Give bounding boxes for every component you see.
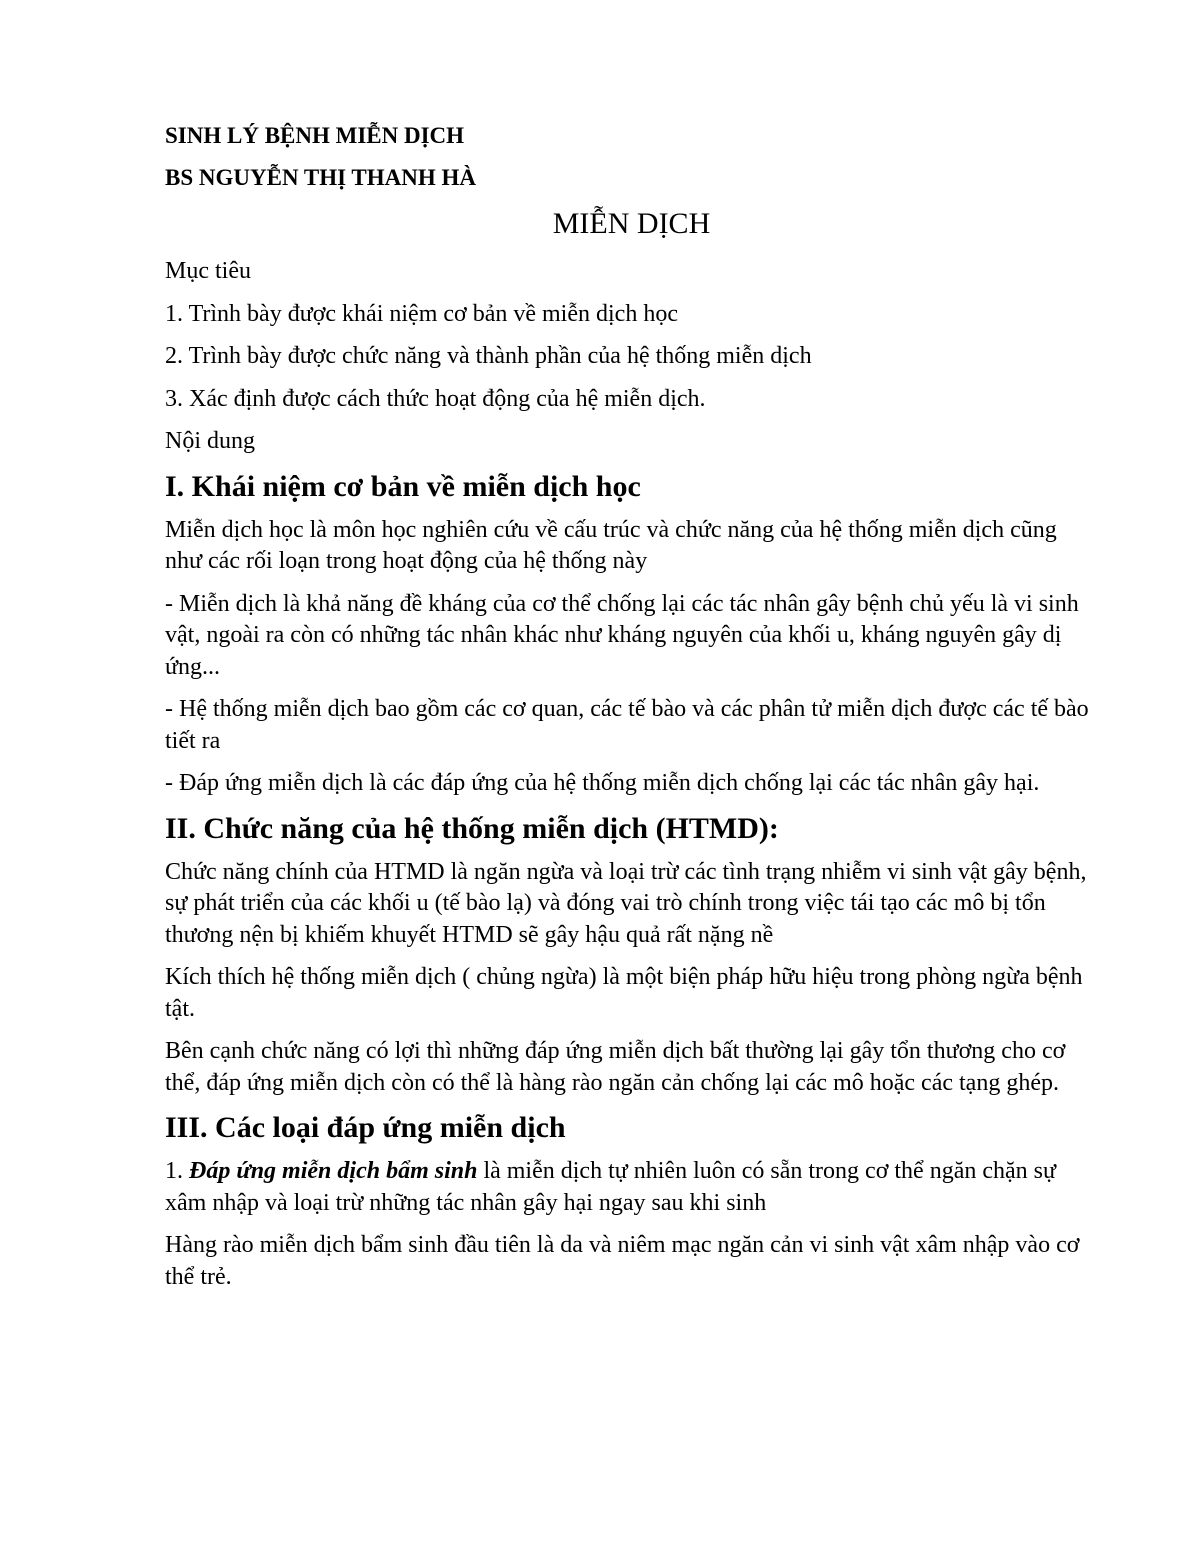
author-name: BS NGUYỄN THỊ THANH HÀ <box>165 165 476 190</box>
section3-item-1 <box>165 1156 1090 1219</box>
section2-paragraph: Chức năng chính của HTMD là ngăn ngừa và loại trừ các tình trạng nhiễm vi sinh vật gây bệnh, sự phát triển của các khối u (tế bào lạ) và đóng vai trò chính trong việc tái tạo các mô bị tổn thương nện bị khiếm khuyết HTMD sẽ gây hậu quả rất nặng nề <box>165 858 1087 948</box>
document-page <box>165 122 1090 1304</box>
section1-paragraph: - Hệ thống miễn dịch bao gồm các cơ quan, các tế bào và các phân tử miễn dịch được các tế bào tiết ra <box>165 696 1089 754</box>
content-heading: Nội dung <box>165 428 255 454</box>
objectives-heading: Mục tiêu <box>165 258 251 284</box>
objective-item: 2. Trình bày được chức năng và thành phần của hệ thống miễn dịch <box>165 343 812 369</box>
item-description: là miễn dịch tự nhiên luôn có sẵn trong cơ thể ngăn chặn sự xâm nhập và loại trừ những tác nhân gây hại ngay sau khi sinh <box>165 1158 1057 1216</box>
section-heading-3: III. Các loại đáp ứng miễn dịch <box>165 1111 566 1144</box>
section2-paragraph: Kích thích hệ thống miễn dịch ( chủng ngừa) là một biện pháp hữu hiệu trong phòng ngừa bệnh tật. <box>165 964 1083 1022</box>
document-title: MIỄN DỊCH <box>552 207 711 240</box>
section2-paragraph: Bên cạnh chức năng có lợi thì những đáp ứng miễn dịch bất thường lại gây tổn thương cho cơ thể, đáp ứng miễn dịch còn có thể là hàng rào ngăn cản chống lại các mô hoặc các tạng ghép. <box>165 1038 1066 1096</box>
objective-item: 3. Xác định được cách thức hoạt động của hệ miễn dịch. <box>165 385 706 412</box>
section1-paragraph: - Miễn dịch là khả năng đề kháng của cơ thể chống lại các tác nhân gây bệnh chủ yếu là vi sinh vật, ngoài ra còn có những tác nhân khác như kháng nguyên của khối u, kháng nguyên gây dị ứng... <box>165 590 1079 680</box>
section-heading-1: I. Khái niệm cơ bản về miễn dịch học <box>165 469 641 503</box>
section-heading-2: II. Chức năng của hệ thống miễn dịch (HTMD): <box>165 811 779 845</box>
item-term: Đáp ứng miễn dịch bẩm sinh <box>189 1158 478 1184</box>
section3-paragraph: Hàng rào miễn dịch bẩm sinh đầu tiên là da và niêm mạc ngăn cản vi sinh vật xâm nhập vào cơ thể trẻ. <box>165 1232 1080 1290</box>
course-title: SINH LÝ BỆNH MIỄN DỊCH <box>165 123 465 148</box>
section1-paragraph: Miễn dịch học là môn học nghiên cứu về cấu trúc và chức năng của hệ thống miễn dịch cũng như các rối loạn trong hoạt động của hệ thống này <box>165 516 1057 574</box>
item-number: 1. <box>165 1158 189 1184</box>
objective-item: 1. Trình bày được khái niệm cơ bản về miễn dịch học <box>165 300 678 327</box>
section1-paragraph: - Đáp ứng miễn dịch là các đáp ứng của hệ thống miễn dịch chống lại các tác nhân gây hại. <box>165 770 1040 796</box>
